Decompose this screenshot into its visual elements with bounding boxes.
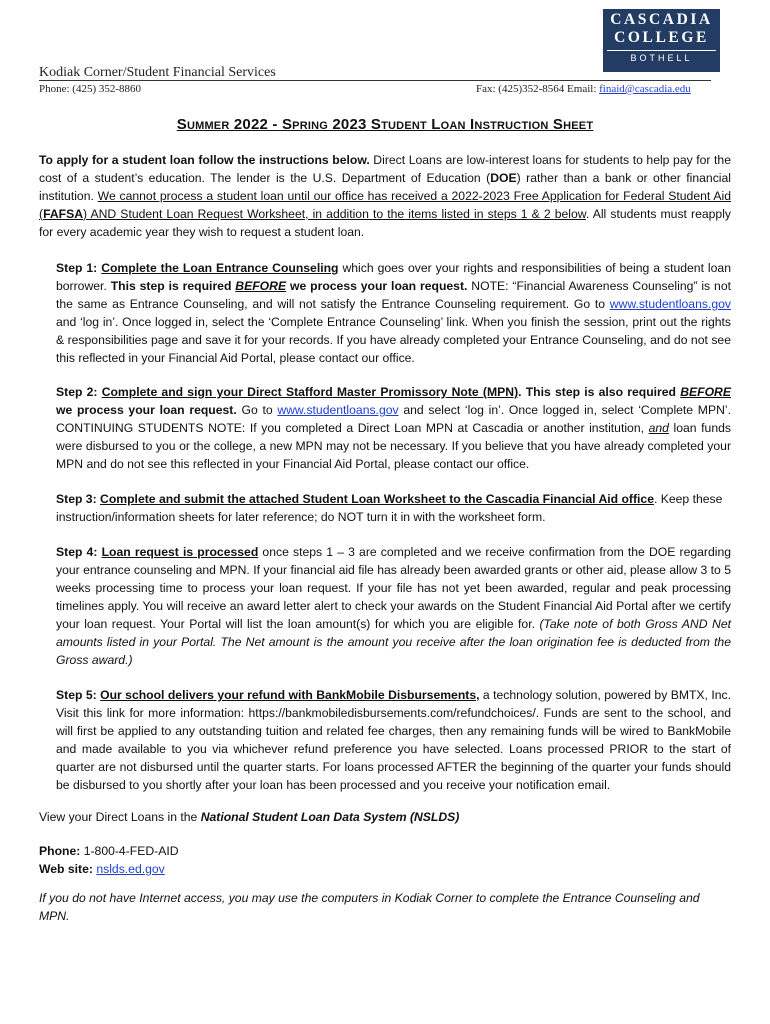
step-2-required-b: we process your loan request.	[56, 403, 237, 417]
step-1-label: Step 1:	[56, 261, 98, 275]
step-1-text-2: NOTE: “Financial Awareness Counseling” is not the same as Entrance Counseling, and will not satisfy the Entrance Counseling requirement. Go to	[56, 279, 731, 311]
step-2-required-a: . This step is also required	[518, 385, 681, 399]
step-2-heading: Complete and sign your Direct Stafford Master Promissory Note (MPN)	[101, 385, 519, 399]
intro-underlined-1: We cannot process a student loan until our office has received a 2022-2023 Free Application for Federal Student Aid (	[39, 189, 731, 221]
phone-value: 1-800-4-FED-AID	[80, 844, 179, 858]
step-1-paragraph	[56, 259, 731, 367]
step-2-label: Step 2:	[56, 385, 98, 399]
studentloans-link-2[interactable]: www.studentloans.gov	[277, 403, 399, 417]
step-2-text-1: Go to	[236, 403, 278, 417]
step-5-label: Step 5:	[56, 688, 97, 702]
step-2-text-3: loan funds were disbursed to you or the college, a new MPN may not be necessary. If you believe that you have already completed your MPN and do not see this reflected in your Financial Aid Portal, please contact our office.	[56, 421, 731, 471]
step-3-paragraph	[56, 490, 736, 526]
phone-label: Phone:	[39, 844, 81, 858]
step-1-before: BEFORE	[235, 279, 287, 293]
logo-divider	[607, 50, 716, 51]
nslds-link[interactable]: nslds.ed.gov	[96, 862, 165, 876]
fax-email-text: Fax: (425)352-8564 Email:	[476, 83, 600, 95]
logo-line-3: BOTHELL	[630, 53, 693, 63]
step-4-label: Step 4:	[56, 545, 98, 559]
nslds-line	[39, 808, 731, 826]
intro-text-3: . All students must reapply for every academic year they wish to request a student loan.	[39, 207, 731, 239]
office-phone: Phone: (425) 352-8860	[39, 83, 142, 95]
step-2-text-2: and select ‘log in’. Once logged in, select ‘Complete MPN’. CONTINUING STUDENTS NOTE: If you completed a Direct Loan MPN at Cascadia or another institution,	[56, 403, 731, 435]
step-2-and: and	[648, 421, 669, 435]
step-2-paragraph	[56, 383, 731, 473]
intro-fafsa: FAFSA	[43, 207, 84, 221]
step-1-required-b: we process your loan request.	[286, 279, 468, 293]
step-4-text-1: once steps 1 – 3 are completed and we receive confirmation from the DOE regarding your entrance counseling and MPN. If your financial aid file has already been awarded grants or other aid, please allow 3 to 5 weeks processing time to process your loan request. If your file has not yet been awarded, regular and peak processing timelines apply. You will receive an award letter alert to check your awards on the Student Financial Aid Portal after we certify your loan request. Your Portal will list the loan amount(s) for which you are eligible for.	[56, 545, 732, 631]
footer-note: If you do not have Internet access, you may use the computers in Kodiak Corner to complete the Entrance Counseling and MPN.	[39, 891, 700, 923]
step-4-italic-note: (Take note of both Gross AND Net amounts listed in your Portal. The Net amount is the amount you receive after the loan origination fee is deducted from the Gross award.)	[56, 617, 731, 667]
step-2-before: BEFORE	[680, 385, 731, 399]
intro-doe: DOE	[490, 171, 517, 185]
studentloans-link-1[interactable]: www.studentloans.gov	[609, 297, 731, 311]
office-fax-email	[476, 83, 691, 95]
nslds-name: National Student Loan Data System (NSLDS)	[200, 810, 460, 824]
step-1-required-a: This step is required	[110, 279, 236, 293]
header-rule	[39, 80, 711, 81]
step-4-paragraph	[56, 543, 731, 669]
step-5-text-1: a technology solution, powered by BMTX, Inc. Visit this link for more information: https://bankmobiledisbursements.com/refundchoices/. Funds are sent to the school, and will first be applied to any outstanding tuition and related fee charges, then any remaining funds will be wired to BankMobile and made available to you via whichever refund preference you have selected. Loans processed PRIOR to the start of quarter are not disbursed until the quarter starts. For loans processed AFTER the beginning of the quarter your funds should be disbursed to you shortly after your loan has been processed and you receive your notification email.	[56, 688, 731, 792]
intro-lead: To apply for a student loan follow the instructions below.	[39, 153, 370, 167]
intro-underlined-2: ) AND Student Loan Request Worksheet, in addition to the items listed in steps 1 & 2 below	[83, 207, 586, 221]
step-5-paragraph	[56, 686, 731, 794]
intro-text-1: Direct Loans are low-interest loans for students to help pay for the cost of a student’s education. The lender is the U.S. Department of Education (	[39, 153, 731, 185]
nslds-text: View your Direct Loans in the	[39, 810, 201, 824]
step-3-heading: Complete and submit the attached Student Loan Worksheet to the Cascadia Financial Aid office	[100, 492, 654, 506]
website-label: Web site:	[39, 862, 93, 876]
step-1-text-3: and ‘log in’. Once logged in, select the ‘Complete Entrance Counseling’ link. When you finish the session, print out the rights & responsibilities page and save it for your records. If you have already completed your Entrance Counseling, and do not see this reflected in your Financial Aid Portal, please contact our office.	[56, 315, 731, 365]
step-3-text-1: . Keep these instruction/information sheets for later reference; do NOT turn it in with the worksheet form.	[56, 492, 723, 524]
step-1-text-1: which goes over your rights and responsibilities of being a student loan borrower.	[56, 261, 731, 293]
office-name: Kodiak Corner/Student Financial Services	[39, 65, 276, 80]
step-4-heading: Loan request is processed	[101, 545, 259, 559]
logo-line-2: COLLEGE	[614, 29, 709, 46]
email-link[interactable]: finaid@cascadia.edu	[599, 83, 691, 95]
contact-block	[39, 842, 731, 878]
step-5-heading: Our school delivers your refund with BankMobile Disbursements,	[100, 688, 480, 702]
intro-text-2: ) rather than a bank or other financial institution.	[39, 171, 731, 203]
intro-paragraph	[39, 151, 731, 241]
step-3-label: Step 3:	[56, 492, 97, 506]
logo-line-1: CASCADIA	[610, 11, 713, 28]
page-title: Summer 2022 - Spring 2023 Student Loan Instruction Sheet	[176, 116, 594, 133]
step-1-heading: Complete the Loan Entrance Counseling	[101, 261, 339, 275]
cascadia-college-logo	[603, 9, 720, 72]
